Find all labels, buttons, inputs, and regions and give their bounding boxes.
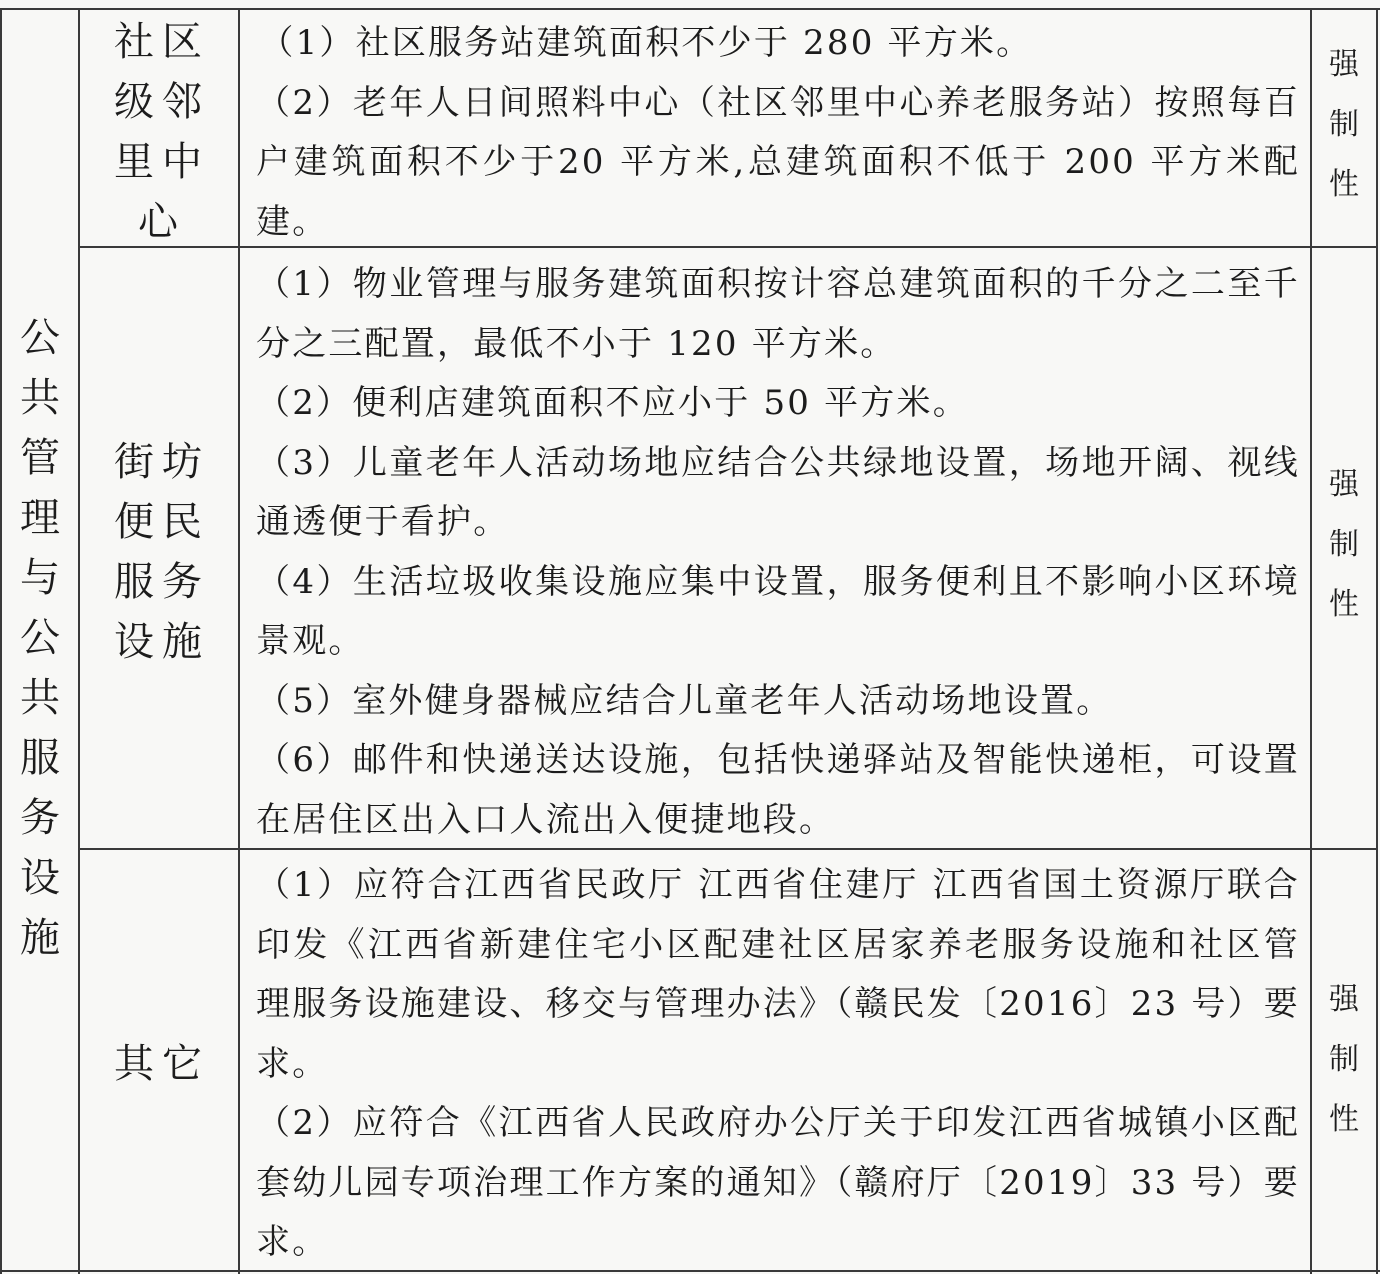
- table-divider-label: [238, 8, 240, 1274]
- row-label-community-center: 社区级邻里中心: [114, 19, 210, 245]
- nature-char: 强: [1329, 467, 1359, 502]
- category-char: 设: [20, 855, 60, 901]
- row-nature-community-center: [1312, 47, 1376, 230]
- nature-char: 性: [1329, 1102, 1359, 1137]
- nature-char: 性: [1329, 587, 1359, 622]
- table-border-top: [0, 8, 1380, 10]
- content-item: （2）老年人日间照料中心（社区邻里中心养老服务站）按照每百户建筑面积不少于20 平方米,总建筑面积不低于 200 平方米配建。: [256, 82, 1300, 242]
- nature-char: 强: [1329, 982, 1359, 1017]
- content-item: （2）便利店建筑面积不应小于 50 平方米。: [256, 383, 969, 423]
- table-border-right: [1376, 8, 1378, 1274]
- row-label-neighborhood-services: 街坊便民服务设施: [114, 439, 210, 665]
- content-item: （1）应符合江西省民政厅 江西省住建厅 江西省国土资源厅联合印发《江西省新建住宅小区配建社区居家养老服务设施和社区管理服务设施建设、移交与管理办法》（赣民发〔2016〕23 号）要求。: [256, 865, 1300, 1084]
- content-item: （3）儿童老年人活动场地应结合公共绿地设置，场地开阔、视线通透便于看护。: [256, 442, 1300, 542]
- category-char: 服: [20, 735, 60, 781]
- category-char: 共: [20, 375, 60, 421]
- nature-char: 制: [1329, 527, 1359, 562]
- content-item: （1）物业管理与服务建筑面积按计容总建筑面积的千分之二至千分之三配置，最低不小于 120 平方米。: [256, 264, 1300, 364]
- category-char: 管: [20, 435, 60, 481]
- category-char: 与: [20, 555, 60, 601]
- category-char: 务: [20, 795, 60, 841]
- content-item: （6）邮件和快递送达设施，包括快递驿站及智能快递柜，可设置在居住区出入口人流出入便捷地段。: [256, 740, 1300, 840]
- content-item: （2）应符合《江西省人民政府办公厅关于印发江西省城镇小区配套幼儿园专项治理工作方案的通知》（赣府厅〔2019〕33 号）要求。: [256, 1103, 1300, 1262]
- row-label-other: 其它: [114, 1041, 210, 1087]
- category-char: 施: [20, 915, 60, 961]
- category-char: 公: [20, 315, 60, 361]
- nature-char: 强: [1329, 47, 1359, 82]
- table-divider-category: [78, 8, 80, 1274]
- nature-char: 性: [1329, 167, 1359, 202]
- content-item: （1）社区服务站建筑面积不少于 280 平方米。: [259, 23, 1033, 63]
- row-content-neighborhood-services: [256, 255, 1300, 850]
- nature-char: 制: [1329, 1042, 1359, 1077]
- nature-char: 制: [1329, 107, 1359, 142]
- category-char: 公: [20, 615, 60, 661]
- category-char: 理: [20, 495, 60, 541]
- row-content-community-center: [256, 14, 1300, 252]
- content-item: （4）生活垃圾收集设施应集中设置，服务便利且不影响小区环境景观。: [256, 561, 1300, 661]
- row-content-other: [256, 856, 1300, 1273]
- category-char: 共: [20, 675, 60, 721]
- content-item: （5）室外健身器械应结合儿童老年人活动场地设置。: [256, 680, 1113, 721]
- row-nature-other: [1312, 982, 1376, 1165]
- row-nature-neighborhood-services: [1312, 467, 1376, 650]
- category-cell: [2, 315, 78, 978]
